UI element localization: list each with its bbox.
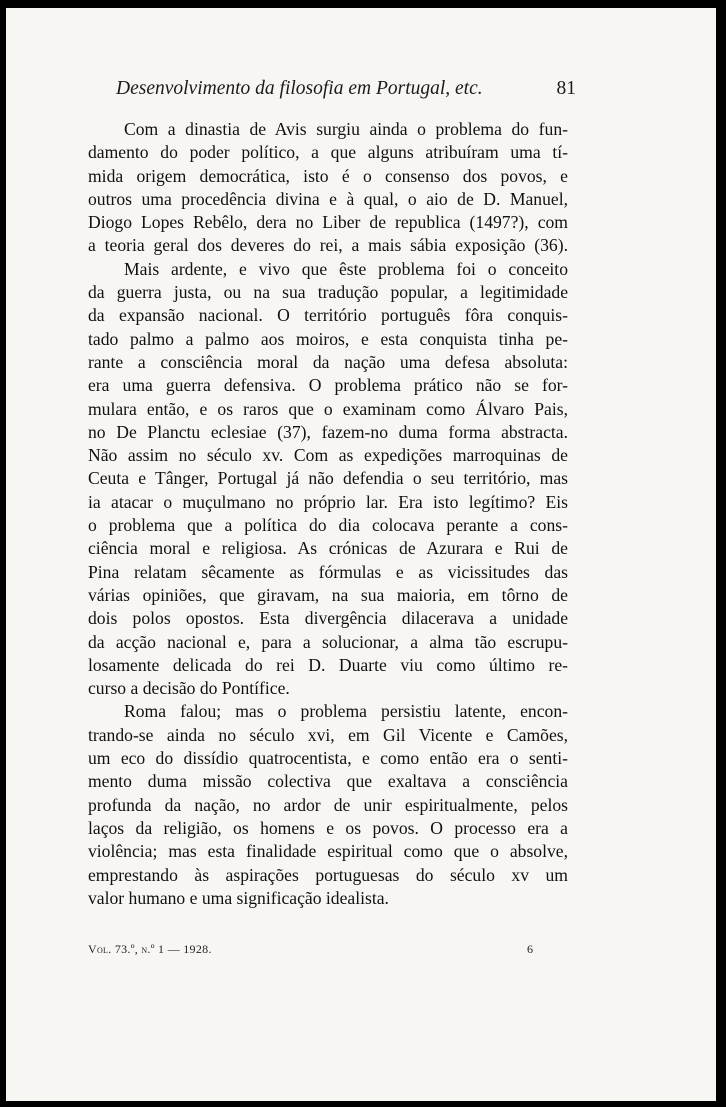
- text-line: Diogo Lopes Rebêlo, dera no Liber de republica (1497?), com: [88, 212, 568, 233]
- text-line: era uma guerra defensiva. O problema prático não se for-: [88, 375, 568, 396]
- text-line: rante a consciência moral da nação uma defesa absoluta:: [88, 351, 568, 372]
- body-text: [88, 118, 568, 910]
- running-title: Desenvolvimento da filosofia em Portugal, etc.: [116, 78, 483, 99]
- text-line: emprestando às aspirações portuguesas do século xv um: [88, 864, 568, 885]
- text-line: um eco do dissídio quatrocentista, e como então era o senti-: [88, 748, 568, 769]
- text-line: mulara então, e os raros que o examinam como Álvaro Pais,: [88, 398, 568, 419]
- text-line: várias opiniões, que giravam, na sua maioria, em tôrno de: [88, 584, 568, 605]
- text-line: laços da religião, os homens e os povos. O processo era a: [88, 817, 568, 838]
- text-line: valor humano e uma significação idealista.: [88, 887, 389, 908]
- text-line: outros uma procedência divina e à qual, o aio de D. Manuel,: [88, 188, 568, 209]
- text-line: ciência moral e religiosa. As crónicas de Azurara e Rui de: [88, 538, 568, 559]
- text-line: violência; mas esta finalidade espiritual como que o absolve,: [88, 841, 568, 862]
- text-line: tado palmo a palmo aos moiros, e esta conquista tinha pe-: [88, 328, 568, 349]
- text-line: a teoria geral dos deveres do rei, a mais sábia exposição (36).: [88, 235, 568, 256]
- text-line: da guerra justa, ou na sua tradução popular, a legitimidade: [88, 282, 568, 303]
- text-line: da expansão nacional. O território português fôra conquis-: [88, 305, 568, 326]
- page-footer: [88, 942, 533, 960]
- text-line: mida origem democrática, isto é o consenso dos povos, e: [88, 165, 568, 186]
- text-line: o problema que a política do dia colocava perante a cons-: [88, 515, 568, 536]
- text-line: damento do poder político, a que alguns atribuíram uma tí-: [88, 142, 568, 163]
- text-line: da acção nacional e, para a solucionar, a alma tão escrupu-: [88, 631, 568, 652]
- text-line: Pina relatam sêcamente as fórmulas e as vicissitudes das: [88, 561, 568, 582]
- running-header: [116, 78, 576, 108]
- text-line: dois polos opostos. Esta divergência dilacerava a unidade: [88, 608, 568, 629]
- book-page: [6, 8, 716, 1101]
- signature-mark: 6: [527, 942, 533, 956]
- text-line: Não assim no século xv. Com as expedições marroquinas de: [88, 445, 568, 466]
- text-line: Ceuta e Tânger, Portugal já não defendia o seu território, mas: [88, 468, 568, 489]
- text-line: curso a decisão do Pontífice.: [88, 678, 290, 699]
- text-line: mento duma missão colectiva que exaltava a consciência: [88, 771, 568, 792]
- text-line: Mais ardente, e vivo que êste problema foi o conceito: [124, 258, 568, 279]
- text-line: Com a dinastia de Avis surgiu ainda o problema do fun-: [124, 119, 568, 139]
- text-line: profunda da nação, no ardor de unir espiritualmente, pelos: [88, 794, 568, 815]
- text-line: losamente delicada do rei D. Duarte viu como último re-: [88, 654, 568, 675]
- text-line: no De Planctu eclesiae (37), fazem-no duma forma abstracta.: [88, 421, 568, 442]
- text-line: Roma falou; mas o problema persistiu latente, encon-: [124, 701, 568, 722]
- text-line: trando-se ainda no século xvi, em Gil Vicente e Camões,: [88, 724, 568, 745]
- text-line: ia atacar o muçulmano no próprio lar. Era isto legítimo? Eis: [88, 491, 568, 512]
- page-number: 81: [556, 78, 576, 99]
- volume-info: Vol. 73.º, n.º 1 — 1928.: [88, 942, 212, 956]
